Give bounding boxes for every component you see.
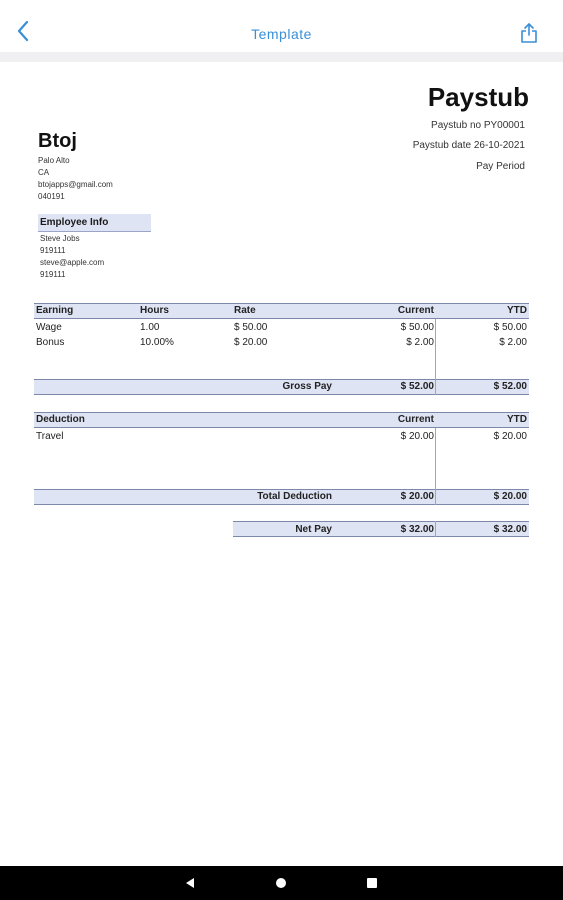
earning-rate: $ 50.00 [234,322,268,333]
hours-column-header: Hours [140,305,169,316]
earning-current: $ 2.00 [406,337,434,348]
paystub-title: Paystub [427,82,529,112]
total-deduction-ytd: $ 20.00 [493,491,527,502]
employee-phone: 919111 [40,270,66,279]
total-deduction-current: $ 20.00 [400,491,434,502]
earning-name: Bonus [36,337,65,348]
header-divider [0,52,563,62]
deduction-current: $ 20.00 [400,431,434,442]
deduction-column-header: Deduction [36,414,85,425]
share-icon [520,22,538,44]
earning-ytd: $ 2.00 [499,337,527,348]
nav-recents-icon[interactable] [367,878,377,888]
company-state: CA [38,168,50,177]
app-bar [0,0,563,52]
nav-home-icon[interactable] [276,878,286,888]
deduction-ytd: $ 20.00 [493,431,527,442]
column-divider [435,319,436,379]
earning-rate: $ 20.00 [234,337,268,348]
system-navigation-bar [0,866,563,900]
column-divider [435,489,436,505]
earning-hours: 10.00% [140,337,174,348]
ytd-column-header: YTD [507,305,527,316]
rate-column-header: Rate [234,305,256,316]
paystub-number: Paystub no PY00001 [431,120,525,131]
earning-ytd: $ 50.00 [493,322,527,333]
net-pay-ytd: $ 32.00 [493,524,527,535]
earning-hours: 1.00 [140,322,160,333]
company-name: Btoj [38,130,77,152]
current-column-header: Current [397,414,434,425]
gross-pay-label: Gross Pay [282,381,332,392]
earning-current: $ 50.00 [400,322,434,333]
company-email: btojapps@gmail.com [38,180,113,189]
page-title: Template [251,26,312,42]
employee-name: Steve Jobs [40,234,80,243]
ytd-column-header: YTD [507,414,527,425]
employee-email: steve@apple.com [40,258,105,267]
pay-period: Pay Period [476,161,525,172]
employee-info-heading: Employee Info [38,214,151,232]
company-city: Palo Alto [38,156,70,165]
deductions-header-row [34,412,529,428]
nav-back-icon[interactable] [186,878,194,888]
earning-name: Wage [36,322,62,333]
earning-column-header: Earning [36,305,74,316]
column-divider [435,428,436,489]
column-divider [435,521,436,537]
gross-pay-ytd: $ 52.00 [493,381,527,392]
share-button[interactable] [520,22,540,46]
earnings-header-row [34,303,529,319]
gross-pay-current: $ 52.00 [400,381,434,392]
deductions-table [34,412,529,512]
current-column-header: Current [397,305,434,316]
earnings-table [34,303,529,407]
total-deduction-label: Total Deduction [257,491,332,502]
paystub-date: Paystub date 26-10-2021 [412,140,525,151]
company-zip: 040191 [38,192,65,201]
deduction-name: Travel [36,431,64,442]
employee-id: 919111 [40,246,66,255]
column-divider [435,379,436,395]
net-pay-label: Net Pay [295,524,332,535]
net-pay-current: $ 32.00 [400,524,434,535]
